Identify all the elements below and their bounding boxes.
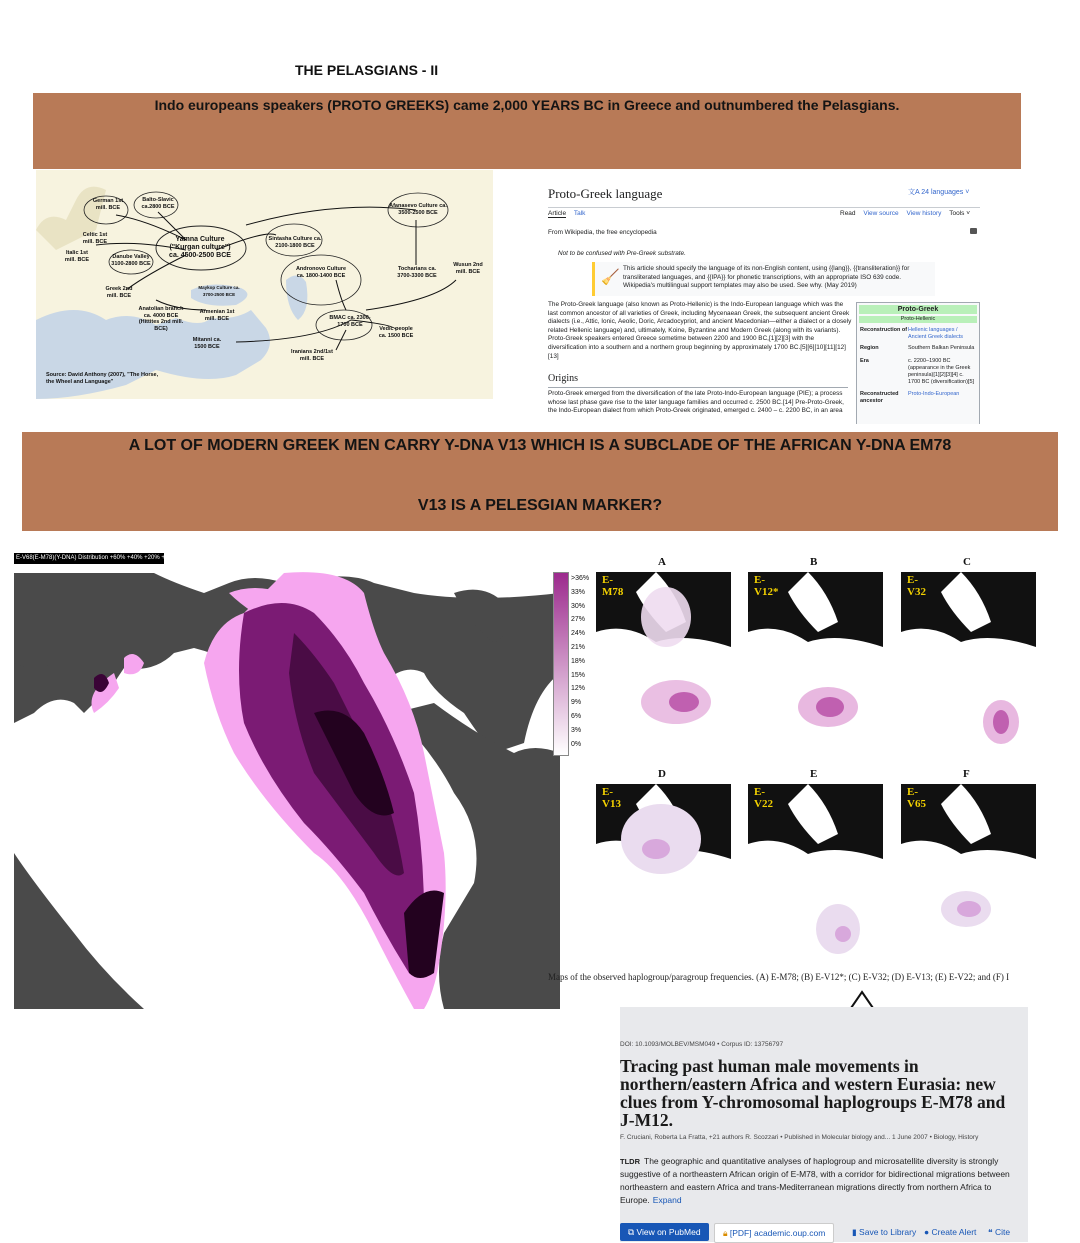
tab-article[interactable]: Article xyxy=(548,210,567,217)
banner-middle xyxy=(22,432,1058,531)
wiki-notice-box xyxy=(592,262,935,296)
chevron-down-icon: ˅ xyxy=(963,189,970,196)
map-label: Vedic people ca. 1500 BCE xyxy=(378,326,414,339)
broom-icon: 🧹 xyxy=(601,269,620,286)
expand-link[interactable]: Expand xyxy=(652,1195,682,1205)
legend-label: 0% xyxy=(571,740,582,748)
save-label: Save to Library xyxy=(859,1227,917,1237)
infobox-label: Region xyxy=(860,345,879,351)
banner-middle-line1: A LOT OF MODERN GREEK MEN CARRY Y-DNA V13 WHICH IS A SUBCLADE OF THE AFRICAN Y-DNA EM78 xyxy=(128,437,952,454)
panel-letter: E xyxy=(810,768,818,780)
tab-talk[interactable]: Talk xyxy=(573,210,586,217)
migration-map-labels xyxy=(36,170,493,399)
panel-letter: B xyxy=(810,556,818,568)
lock-icon: 🔒︎ xyxy=(723,1228,730,1238)
panel-label: E-V13 xyxy=(602,786,621,810)
bookmark-icon: ▮ xyxy=(852,1227,860,1237)
banner-top-text: Indo europeans speakers (PROTO GREEKS) came 2,000 YEARS BC in Greece and outnumbered the Pelasgians. xyxy=(154,97,900,113)
infobox-label: Reconstructed ancestor xyxy=(860,391,899,404)
infobox-value: c. 2200–1900 BC (appearance in the Greek peninsula)[1][2][3][4] c. 1700 BC (diversification)[5] xyxy=(908,358,975,385)
lock-icon xyxy=(970,228,977,234)
panel-label: E-M78 xyxy=(602,574,624,598)
haplogroup-panels xyxy=(548,556,1080,986)
wiki-title: Proto-Greek language xyxy=(548,186,663,201)
cite-button[interactable] xyxy=(980,1223,1018,1241)
banner-middle-line2: V13 IS A PELESGIAN MARKER? xyxy=(417,497,663,514)
save-to-library-button[interactable] xyxy=(844,1223,924,1241)
map-label: Tocharians ca. 3700-3300 BCE xyxy=(397,266,437,279)
frequency-legend xyxy=(553,572,593,762)
legend-label: 18% xyxy=(571,657,586,665)
panel-label: E-V32 xyxy=(907,574,926,598)
panel-label: E-V22 xyxy=(754,786,773,810)
tldr-text: The geographic and quantitative analyses of haplogroup and microsatellite diversity is strongly suggestive of a northeastern African origin of E-M78, with a corridor for bidirectional migrations between northeastern and eastern Africa and trans-Mediterranean migrations directly from northern Africa to Europe. xyxy=(620,1156,1010,1205)
pdf-link-button[interactable] xyxy=(714,1223,834,1243)
panels-caption: Maps of the observed haplogroup/paragroup frequencies. (A) E-M78; (B) E-V12*; (C) E-V32; (D) E-V13; (E) E-V22; and (F) I xyxy=(548,972,1010,982)
wiki-from: From Wikipedia, the free encyclopedia xyxy=(548,229,657,236)
map-label: Balto-Slavic ca.2800 BCE xyxy=(141,197,175,210)
map-label: Mitanni ca. 1500 BCE xyxy=(192,337,222,350)
tab-view-source[interactable]: View source xyxy=(863,210,899,217)
map-label: Afanasevo Culture ca. 3500-2500 BCE xyxy=(389,203,447,216)
legend-label: >36% xyxy=(571,575,590,582)
paper-title[interactable]: Tracing past human male movements in northern/eastern Africa and western Eurasia: new clues from Y-chromosomal haplogroups E-M78 and J-M12. xyxy=(620,1056,1006,1130)
infobox-value[interactable]: Hellenic languages / Ancient Greek dialects xyxy=(908,327,964,340)
panel-letter: C xyxy=(963,556,971,568)
tab-view-history[interactable]: View history xyxy=(906,210,942,217)
chevron-down-icon: ˅ xyxy=(966,210,970,217)
infobox-label: Era xyxy=(860,358,869,364)
infobox-value[interactable]: Proto-Indo-European xyxy=(908,391,960,397)
infobox-title: Proto-Greek xyxy=(859,305,977,314)
legend-label: 6% xyxy=(571,712,582,720)
cite-label: Cite xyxy=(994,1227,1011,1237)
wiki-notice-text: This article should specify the language of its non-English content, using {{lang}}, {{transliteration}} for transliterated languages, and {{IPA}} for phonetic transcriptions, with an appropriate ISO 639 code. Wikipedia's multilingual support templates may also be used. See why. (May 2019) xyxy=(623,265,910,290)
wikipedia-snippet xyxy=(548,180,984,424)
banner-top xyxy=(33,93,1021,169)
legend-label: 3% xyxy=(571,726,582,734)
language-selector[interactable] xyxy=(908,189,969,198)
map-label: Wusun 2nd mill. BCE xyxy=(453,262,483,275)
legend-label: 24% xyxy=(571,630,586,638)
legend-label: 30% xyxy=(571,602,586,610)
paper-tldr xyxy=(620,1155,1022,1207)
create-alert-button[interactable] xyxy=(916,1223,984,1241)
map-label: Armenian 1st mill. BCE xyxy=(199,309,235,322)
infobox-value: Southern Balkan Peninsula xyxy=(908,345,975,351)
wiki-hatnote: Not to be confused with Pre-Greek substrate. xyxy=(558,250,686,257)
map-label: Anatolian branch ca. 4000 BCE (Hittites 2nd mill. BCE) xyxy=(138,306,184,332)
map-label: Yamna Culture ("Kurgan culture") ca. 4500-2500 BCE xyxy=(169,236,231,259)
map-label: German 1st mill. BCE xyxy=(92,198,124,211)
languages-count: 24 languages xyxy=(921,189,964,196)
map-label: Maykop Culture ca. 3700-2500 BCE xyxy=(198,285,240,297)
panel-letter: D xyxy=(658,768,666,780)
origins-heading: Origins xyxy=(548,373,578,384)
pdf-label: [PDF] academic.oup.com xyxy=(729,1228,826,1238)
legend-label: 15% xyxy=(571,671,586,679)
panel-label: E-V65 xyxy=(907,786,926,810)
quote-icon: ❝ xyxy=(988,1227,995,1237)
panel-letter: F xyxy=(963,768,970,780)
map-label: Celtic 1st mill. BCE xyxy=(82,232,108,245)
legend-label: 33% xyxy=(571,588,586,596)
legend-label: 9% xyxy=(571,699,582,707)
pubmed-label: View on PubMed xyxy=(636,1227,701,1237)
paper-authors[interactable]: F. Cruciani, Roberta La Fratta, +21 authors R. Scozzari • Published in Molecular biology and... 1 June 2007 • Biology, History xyxy=(620,1134,979,1141)
legend-label: 21% xyxy=(571,643,586,651)
wiki-infobox xyxy=(856,302,980,424)
external-link-icon: ⧉ xyxy=(628,1227,637,1237)
indo-european-migration-map xyxy=(36,170,493,399)
tab-tools[interactable]: Tools xyxy=(949,210,965,217)
infobox-label: Reconstruction of xyxy=(860,327,908,333)
panel-label: E-V12* xyxy=(754,574,779,598)
e-v68-distribution-map xyxy=(14,553,560,1009)
wiki-intro: The Proto-Greek language (also known as Proto-Hellenic) is the Indo-European language which was the last common ancestor of all varieties of Greek, including Mycenaean Greek, the subsequent ancient Greek dialects (i.e., Attic, Ionic, Aeolic, Doric, Arcadocypriot, and ancient Macedonian—either a dialect or a closely related Hellenic language) and, ultimately, Koine, Byzantine and Modern Greek (along with its variants). Proto-Greek speakers entered Greece sometime between 2200 and 1900 BC,[1][2][3] with the diversification into a southern and a northern group beginning by approximately 1700 BC.[5][6][10][11][12][13] xyxy=(548,301,852,360)
translate-icon: 文A xyxy=(908,189,922,196)
map-label: Sintasha Culture ca. 2100-1800 BCE xyxy=(268,236,322,249)
view-on-pubmed-button[interactable] xyxy=(620,1223,709,1241)
panel-letter: A xyxy=(658,556,666,568)
legend-labels xyxy=(571,572,589,751)
tab-read[interactable]: Read xyxy=(840,210,856,217)
bell-icon: ● xyxy=(924,1227,932,1237)
paper-doi: DOI: 10.1093/MOLBEV/MSM049 • Corpus ID: 13756797 xyxy=(620,1041,784,1048)
map-label: Iranians 2nd/1st mill. BCE xyxy=(291,349,333,362)
map-label: Danube Valley 3100-2800 BCE xyxy=(111,254,151,267)
origins-text: Proto-Greek emerged from the diversification of the late Proto-Indo-European language (PIE); a process whose last phase gave rise to the later language families and occurred c. 2500 BC.[14] Pre-Proto-Greek, the Indo-European dialect from which Proto-Greek originated, emerged c. 2400 – c. 2200 BC, in an area xyxy=(548,390,844,415)
map-source: Source: David Anthony (2007), "The Horse, the Wheel and Language" xyxy=(46,372,159,385)
legend-label: 12% xyxy=(571,685,586,693)
map-label: Andronovo Culture ca. 1800-1400 BCE xyxy=(295,266,347,279)
map-label: Italic 1st mill. BCE xyxy=(64,250,90,263)
infobox-subtitle: Proto-Hellenic xyxy=(859,316,977,323)
map-label: BMAC ca. 2300-1700 BCE xyxy=(329,315,371,328)
page-title: THE PELASGIANS - II xyxy=(295,62,439,78)
tldr-label: TLDR xyxy=(620,1157,640,1166)
legend-label: 27% xyxy=(571,616,586,624)
paper-card xyxy=(620,1007,1028,1242)
alert-label: Create Alert xyxy=(931,1227,977,1237)
e-v68-map-caption: E-V68(E-M78)(Y-DNA) Distribution +60% +40% +20% +10% xyxy=(16,555,177,561)
map-label: Greek 2nd mill. BCE xyxy=(105,286,133,299)
